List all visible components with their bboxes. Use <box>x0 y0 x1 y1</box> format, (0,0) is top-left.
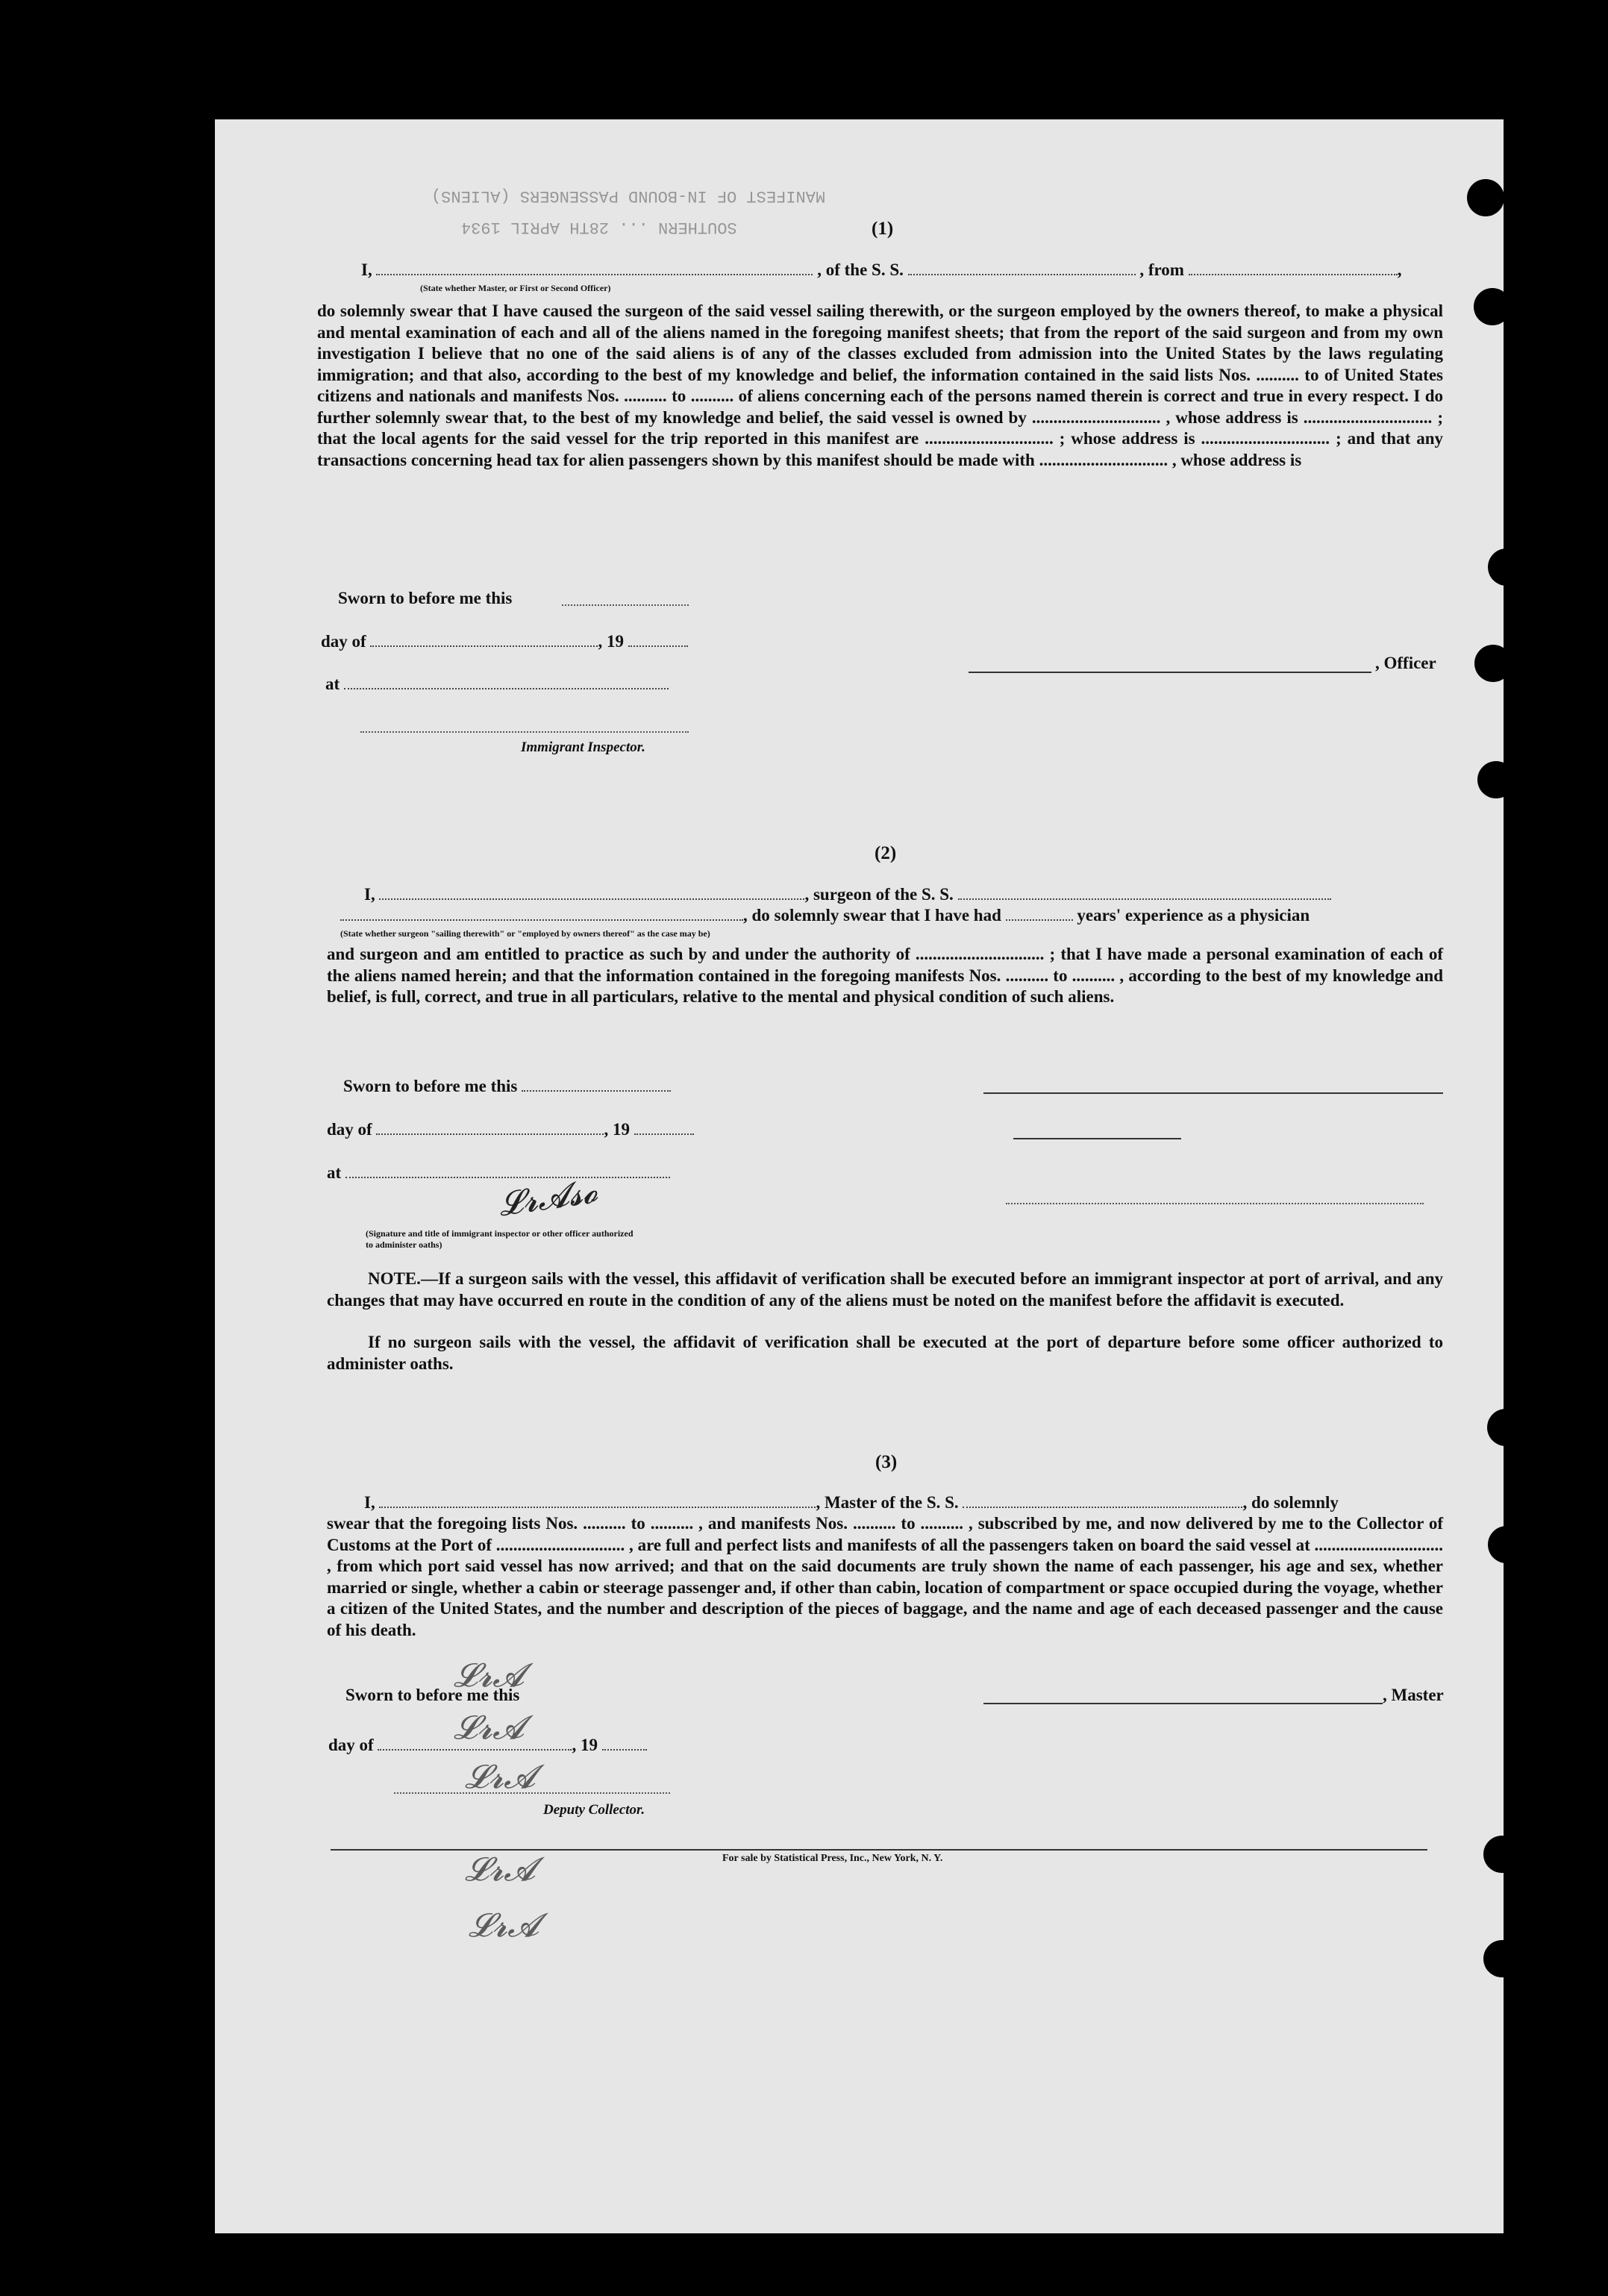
s1-from: , from <box>1139 260 1184 279</box>
s1-line1: I, , of the S. S. , from , <box>361 260 1402 279</box>
s2-years-exp: years' experience as a physician <box>1077 906 1310 925</box>
bleed-through-text: SOUTHERN ... 28TH APRIL 1934 <box>461 218 737 237</box>
punch-hole <box>1487 1409 1524 1446</box>
s1-sworn: Sworn to before me this <box>338 589 513 607</box>
s3-day-of-label: day of <box>328 1736 374 1754</box>
section-2-number: (2) <box>875 843 897 863</box>
s2-line1 <box>364 884 1331 905</box>
s1-body: do solemnly swear that I have caused the surgeon of the said vessel sailing therewith, or the surgeon employed by the owners thereof, to make a physical and mental examination of each and all of the aliens named in the foregoing manifest sheets; that from the report of the said surgeon and from my own investigation I believe that no one of the said aliens is of any of the classes excluded from admission into the United States by the laws regulating immigration; and that also, according to the best of my knowledge and belief, the information contained in the said lists Nos. .......... to of United States citizens and nationals and manifests Nos. .......... to .......... of aliens concerning each of the persons named therein is correct and true in every respect. I do further solemnly swear that, to the best of my knowledge and belief, the said vessel is owned by .............................. , whose address is .............................. ; that the local agents for the said vessel for the trip reported in this manifest are .............................. ; whose address is .............................. ; and that any transactions concerning head tax for alien passengers shown by this manifest should be made with .............................. , whose address is <box>317 301 1443 469</box>
s1-i: I, <box>361 260 372 279</box>
s2-surgeon-hint: (State whether surgeon "sailing therewith" or "employed by owners thereof" as the case may be) <box>340 928 710 939</box>
punch-hole <box>1483 1836 1521 1873</box>
punch-hole <box>1488 548 1525 586</box>
s3-master-of: , Master of the S. S. <box>816 1493 959 1512</box>
bleed-through-text: MANIFEST OF IN-BOUND PASSENGERS (ALIENS) <box>431 187 826 205</box>
punch-hole <box>1483 1940 1521 1977</box>
bleed-through-mark: 𝓛𝓻𝓐 <box>465 1758 536 1796</box>
s3-body: swear that the foregoing lists Nos. .......... to .......... , and manifests Nos. .......... to .......... , subscribed by me, and now delivered by me to the Collector of Customs at the Port of .............................. , are full and perfect lists and manifests of all the passengers taken on board the said vessel at .............................. , from which port said vessel has now arrived; and that on the said documents are truly shown the name of each passenger, his age and sex, whether married or single, whether a cabin or steerage passenger and, if other than cabin, location of compartment or space occupied during the voyage, whether a citizen of the United States, and the number and description of the pieces of baggage, and the name and age of each deceased passenger and the cause of his death. <box>327 1514 1443 1639</box>
bleed-through-mark: 𝓛𝓻𝓐 <box>469 1906 539 1945</box>
signature-mark: 𝓛𝓻𝓐𝓼𝓸 <box>496 1172 601 1224</box>
punch-hole <box>1488 1526 1525 1563</box>
bleed-through-mark: 𝓛𝓻𝓐 <box>465 1851 536 1889</box>
s2-swear-had: , do solemnly swear that I have had <box>743 906 1001 925</box>
footer-imprint: For sale by Statistical Press, Inc., New York, N. Y. <box>722 1853 943 1864</box>
punch-hole <box>1474 645 1512 682</box>
s1-day-of <box>321 631 688 652</box>
s1-of-ss: , of the S. S. <box>817 260 904 279</box>
punch-hole <box>1467 179 1504 216</box>
s1-day-of-label: day of <box>321 632 366 651</box>
s1-at-label: at <box>325 675 340 693</box>
s2-sworn-label: Sworn to before me this <box>343 1077 518 1095</box>
s2-sworn <box>343 1076 671 1097</box>
document-page <box>215 119 1504 2233</box>
s3-i: I, <box>364 1493 375 1512</box>
s3-sworn: Sworn to before me this <box>345 1686 520 1704</box>
s2-signature-hint: (Signature and title of immigrant inspector or other officer authorized to administer oaths) <box>366 1228 633 1250</box>
bleed-through-mark: 𝓛𝓻𝓐 <box>454 1709 525 1747</box>
section-1-number: (1) <box>872 219 894 239</box>
note-text-1: —If a surgeon sails with the vessel, this affidavit of verification shall be executed before an immigrant inspector at port of arrival, and any changes that may have occurred en route in the condition of any of the aliens must be noted on the manifest before the affidavit is executed. <box>327 1269 1443 1310</box>
s3-do-solemnly: , do solemnly <box>1242 1493 1339 1512</box>
s3-deputy-label: Deputy Collector. <box>543 1802 645 1818</box>
s2-day-of-label: day of <box>327 1120 372 1139</box>
s2-at-label: at <box>327 1163 342 1182</box>
s2-nineteen: , 19 <box>604 1120 630 1139</box>
s3-nineteen: , 19 <box>572 1736 598 1754</box>
s1-officer-hint: (State whether Master, or First or Second Officer) <box>420 283 611 293</box>
s1-inspector-label: Immigrant Inspector. <box>521 739 645 755</box>
s1-at <box>325 674 669 695</box>
section-3-number: (3) <box>875 1452 898 1472</box>
note-label: NOTE. <box>368 1269 421 1288</box>
punch-hole <box>1477 761 1515 798</box>
punch-hole <box>1474 288 1511 325</box>
note-paragraph-1 <box>327 1269 1443 1311</box>
s3-line1 <box>364 1492 1339 1513</box>
s2-day-of <box>327 1119 694 1140</box>
s1-nineteen: , 19 <box>598 632 624 651</box>
s1-officer: , Officer <box>1375 654 1436 672</box>
s2-surgeon-of: , surgeon of the S. S. <box>804 885 954 904</box>
note-paragraph-2: If no surgeon sails with the vessel, the affidavit of verification shall be executed at the port of departure before some officer authorized to administer oaths. <box>327 1333 1443 1373</box>
s2-i: I, <box>364 885 375 904</box>
s2-at <box>327 1163 670 1183</box>
s3-master: , Master <box>1383 1686 1444 1704</box>
bleed-through-mark: 𝓛𝓻𝓐 <box>454 1657 525 1695</box>
s2-body: and surgeon and am entitled to practice as such by and under the authority of .............................. ; that I have made a personal examination of each of the aliens named herein; and that the information contained in the foregoing manifests Nos. .......... to .......... , according to the best of my knowledge and belief, is full, correct, and true in all particulars, relative to the mental and physical condition of such aliens. <box>327 945 1443 1006</box>
